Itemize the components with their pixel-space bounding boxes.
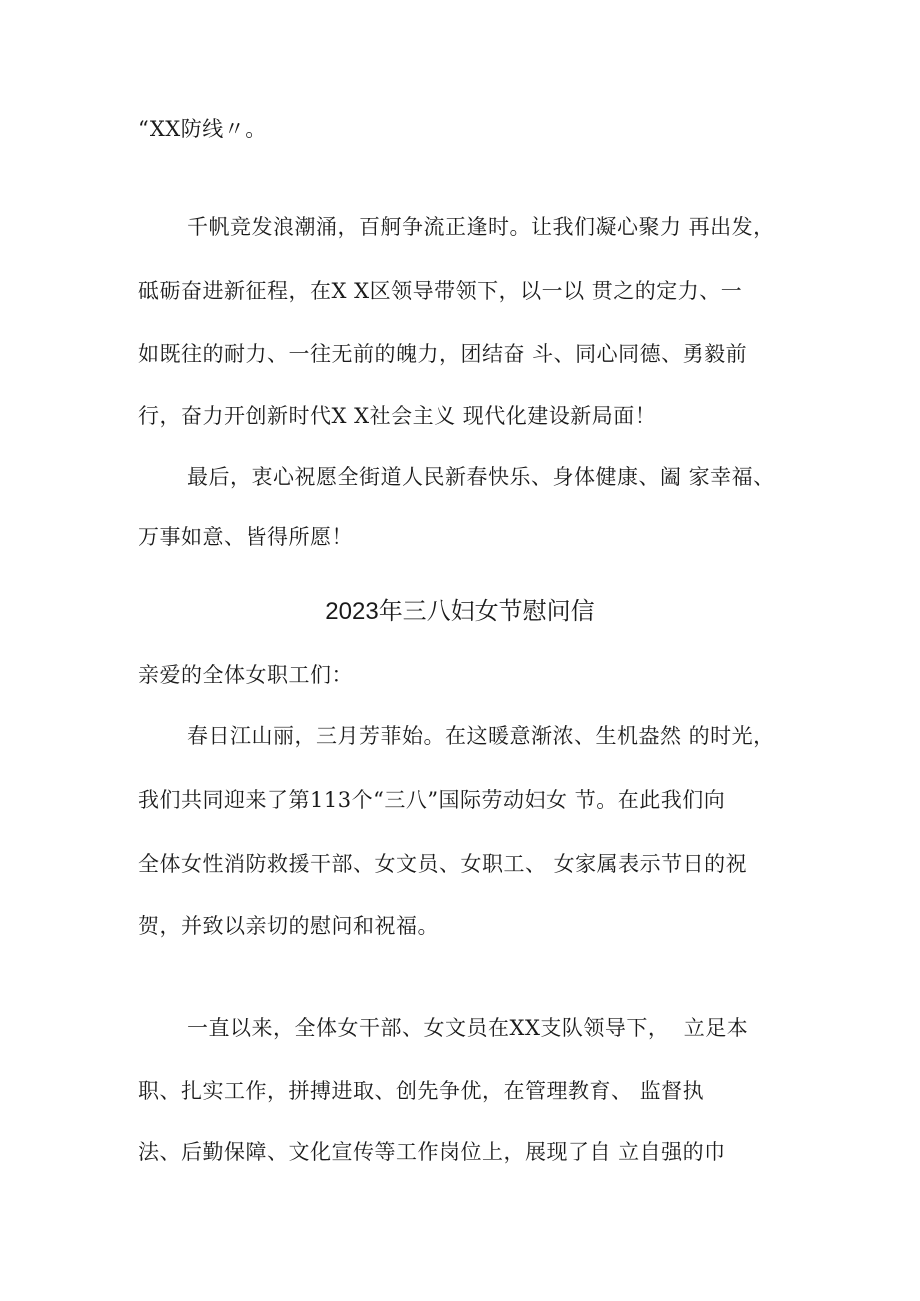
prev-letter-p1-line-4: 行，奋力开创新时代X X社会主义 现代化建设新局面！ (138, 404, 657, 428)
prev-letter-p1-line-3: 如既往的耐力、一往无前的魄力，团结奋 斗、同心同德、勇毅前 (138, 342, 748, 366)
letter-p2-line-1: 一直以来，全体女干部、女文员在XX支队领导下， 立足本 (187, 1016, 749, 1040)
prev-letter-p2-line-1: 最后，衷心祝愿全街道人民新春快乐、身体健康、阖 家幸福、 (187, 465, 775, 489)
prev-letter-tail-line: “XX防线〃。 (138, 117, 267, 141)
letter-p2-line-3: 法、后勤保障、文化宣传等工作岗位上，展现了自 立自强的巾 (138, 1140, 726, 1164)
letter-p1-line-3: 全体女性消防救援干部、女文员、女职工、 女家属表示节日的祝 (138, 852, 748, 876)
prev-letter-p1-line-2: 砥砺奋进新征程，在X X区领导带领下，以一以 贯之的定力、一 (138, 279, 743, 303)
letter-salutation: 亲爱的全体女职工们： (138, 663, 353, 687)
letter-p2-line-2: 职、扎实工作，拼搏进取、创先争优，在管理教育、 监督执 (138, 1079, 705, 1103)
letter-p1-line-2: 我们共同迎来了第113个“三八”国际劳动妇女 节。在此我们向 (138, 788, 726, 812)
letter-p1-line-4: 贺，并致以亲切的慰问和祝福。 (138, 914, 439, 938)
letter-title: 2023年三八妇女节慰问信 (325, 598, 595, 625)
letter-p1-line-1: 春日江山丽，三月芳菲始。在这暖意渐浓、生机盎然 的时光， (187, 724, 775, 748)
prev-letter-p2-line-2: 万事如意、皆得所愿！ (138, 525, 353, 549)
prev-letter-p1-line-1: 千帆竞发浪潮涌，百舸争流正逢时。让我们凝心聚力 再出发， (187, 215, 775, 239)
